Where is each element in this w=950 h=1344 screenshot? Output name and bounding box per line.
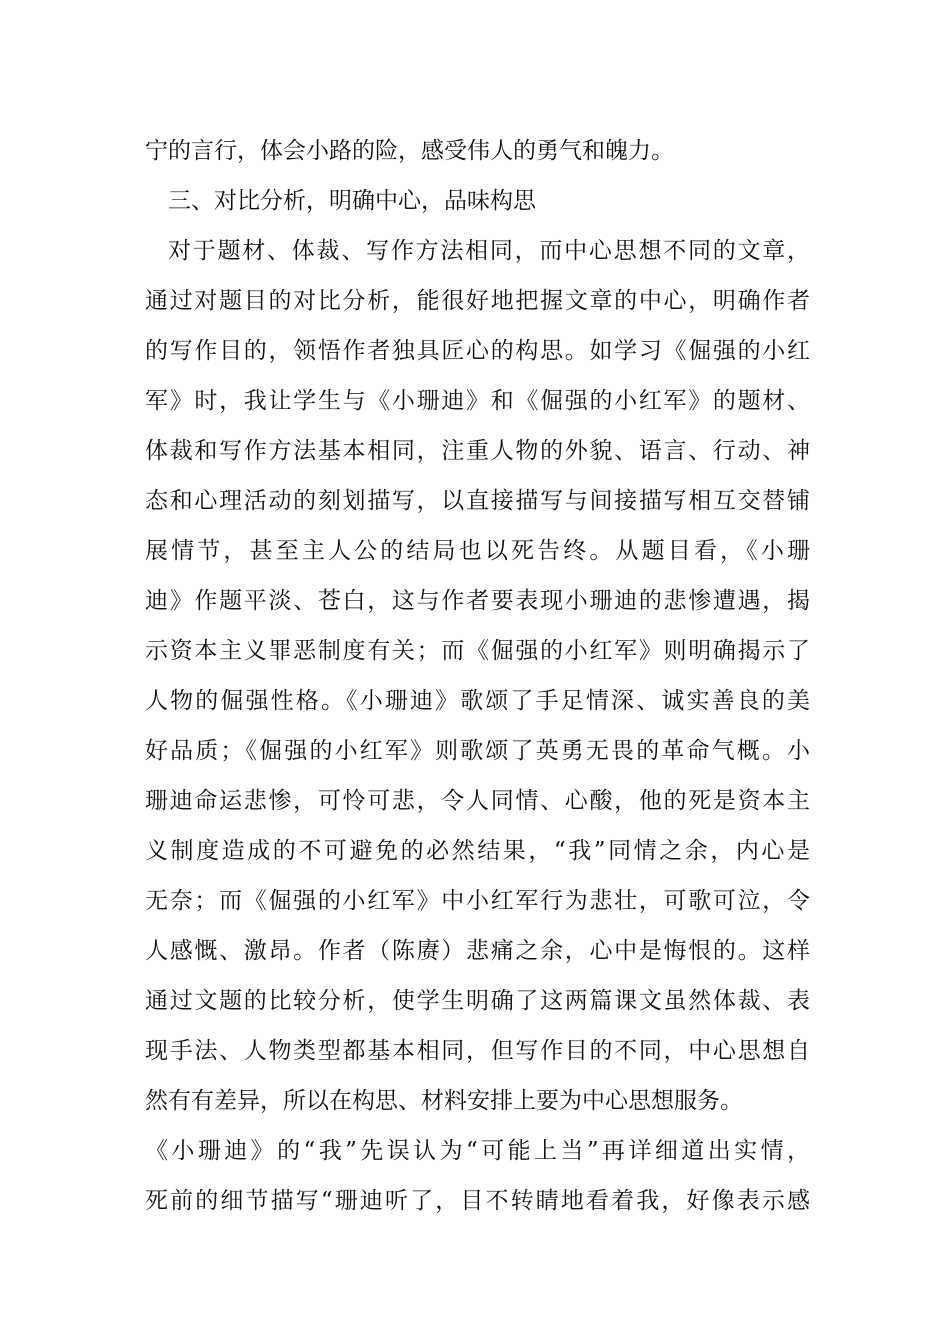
text-line: 宁的言行，体会小路的险，感受伟人的勇气和魄力。 <box>145 138 674 164</box>
text-line: 人感慨、激昂。作者（陈赓）悲痛之余，心中是悔恨的。这样 <box>145 938 810 964</box>
text-line: 义制度造成的不可避免的必然结果，“我”同情之余，内心是 <box>145 838 810 864</box>
text-line: 态和心理活动的刻划描写，以直接描写与间接描写相互交替铺 <box>145 488 810 514</box>
text-line: 展情节，甚至主人公的结局也以死告终。从题目看，《小珊 <box>145 538 810 564</box>
text-line: 通过文题的比较分析，使学生明确了这两篇课文虽然体裁、表 <box>145 988 810 1014</box>
text-line: 示资本主义罪恶制度有关；而《倔强的小红军》则明确揭示了 <box>145 638 810 664</box>
text-line: 珊迪命运悲惨，可怜可悲，令人同情、心酸，他的死是资本主 <box>145 788 810 814</box>
text-line: 无奈；而《倔强的小红军》中小红军行为悲壮，可歌可泣，令 <box>145 888 810 914</box>
text-line: 的写作目的，领悟作者独具匠心的构思。如学习《倔强的小红 <box>145 338 810 364</box>
text-line: 对于题材、体裁、写作方法相同，而中心思想不同的文章， <box>168 238 810 264</box>
text-line: 《小珊迪》的“我”先误认为“可能上当”再详细道出实情， <box>145 1138 810 1164</box>
body-text <box>145 126 810 1226</box>
text-line: 好品质；《倔强的小红军》则歌颂了英勇无畏的革命气概。小 <box>145 738 810 764</box>
text-line: 体裁和写作方法基本相同，注重人物的外貌、语言、行动、神 <box>145 438 810 464</box>
text-line: 通过对题目的对比分析，能很好地把握文章的中心，明确作者 <box>145 288 810 314</box>
text-line: 迪》作题平淡、苍白，这与作者要表现小珊迪的悲惨遭遇，揭 <box>145 588 810 614</box>
text-line: 人物的倔强性格。《小珊迪》歌颂了手足情深、诚实善良的美 <box>145 688 810 714</box>
text-line: 军》时，我让学生与《小珊迪》和《倔强的小红军》的题材、 <box>145 388 810 414</box>
text-line: 死前的细节描写“珊迪听了，目不转睛地看着我，好像表示感 <box>145 1188 810 1214</box>
section-heading: 三、对比分析，明确中心，品味构思 <box>168 188 536 214</box>
text-line: 然有有差异，所以在构思、材料安排上要为中心思想服务。 <box>145 1088 743 1114</box>
text-line: 现手法、人物类型都基本相同，但写作目的不同，中心思想自 <box>145 1038 810 1064</box>
